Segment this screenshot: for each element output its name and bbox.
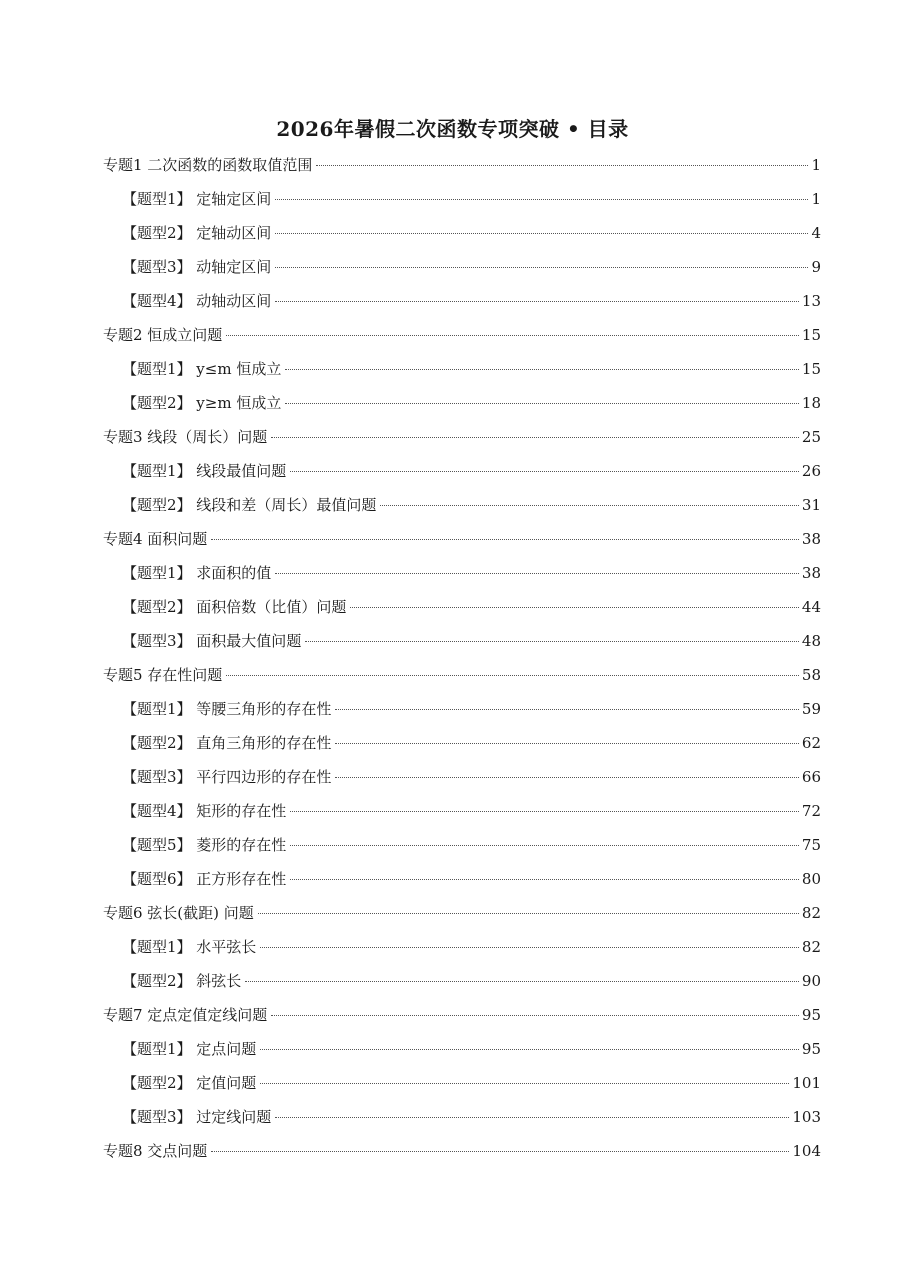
toc-dot-leader xyxy=(316,165,808,166)
toc-dot-leader xyxy=(260,1049,799,1050)
table-of-contents xyxy=(103,148,821,1168)
toc-chapter-entry[interactable] xyxy=(103,998,821,1032)
toc-chapter-entry[interactable] xyxy=(103,148,821,182)
toc-dot-leader xyxy=(290,471,799,472)
toc-dot-leader xyxy=(245,981,799,982)
toc-page-number: 82 xyxy=(801,938,821,956)
toc-section-entry[interactable] xyxy=(103,862,821,896)
toc-chapter-entry[interactable] xyxy=(103,896,821,930)
toc-section-entry[interactable] xyxy=(103,828,821,862)
toc-dot-leader xyxy=(258,913,799,914)
toc-page-number: 48 xyxy=(801,632,821,650)
toc-entry-label: 【题型1】 定点问题 xyxy=(122,1040,257,1058)
toc-page-number: 66 xyxy=(801,768,821,786)
toc-dot-leader xyxy=(380,505,799,506)
toc-dot-leader xyxy=(290,879,799,880)
toc-section-entry[interactable] xyxy=(103,352,821,386)
toc-dot-leader xyxy=(290,845,799,846)
toc-entry-label: 【题型4】 动轴动区间 xyxy=(122,292,272,310)
toc-section-entry[interactable] xyxy=(103,930,821,964)
toc-dot-leader xyxy=(275,301,799,302)
toc-entry-label: 【题型2】 线段和差（周长）最值问题 xyxy=(122,496,377,514)
toc-entry-label: 专题2 恒成立问题 xyxy=(103,326,223,344)
toc-dot-leader xyxy=(275,267,808,268)
toc-dot-leader xyxy=(226,675,799,676)
toc-page-number: 15 xyxy=(801,326,821,344)
toc-page-number: 101 xyxy=(792,1074,821,1092)
toc-dot-leader xyxy=(275,199,808,200)
toc-section-entry[interactable] xyxy=(103,624,821,658)
toc-entry-label: 专题6 弦长(截距) 问题 xyxy=(103,904,254,922)
toc-dot-leader xyxy=(285,369,799,370)
toc-entry-label: 【题型2】 面积倍数（比值）问题 xyxy=(122,598,347,616)
toc-page-number: 18 xyxy=(801,394,821,412)
toc-section-entry[interactable] xyxy=(103,692,821,726)
toc-chapter-entry[interactable] xyxy=(103,420,821,454)
toc-page-number: 38 xyxy=(801,564,821,582)
toc-entry-label: 专题4 面积问题 xyxy=(103,530,208,548)
toc-dot-leader xyxy=(275,233,808,234)
toc-section-entry[interactable] xyxy=(103,1066,821,1100)
toc-section-entry[interactable] xyxy=(103,182,821,216)
toc-dot-leader xyxy=(260,947,799,948)
toc-page-number: 90 xyxy=(801,972,821,990)
toc-page-number: 13 xyxy=(801,292,821,310)
toc-dot-leader xyxy=(211,539,799,540)
toc-entry-label: 【题型2】 直角三角形的存在性 xyxy=(122,734,332,752)
toc-entry-label: 【题型1】 定轴定区间 xyxy=(122,190,272,208)
toc-page-number: 9 xyxy=(811,258,821,276)
toc-entry-label: 【题型1】 水平弦长 xyxy=(122,938,257,956)
toc-dot-leader xyxy=(290,811,799,812)
toc-dot-leader xyxy=(335,777,799,778)
toc-page-number: 95 xyxy=(801,1006,821,1024)
toc-entry-label: 【题型2】 定值问题 xyxy=(122,1074,257,1092)
toc-dot-leader xyxy=(226,335,799,336)
toc-entry-label: 【题型2】 y≥m 恒成立 xyxy=(122,394,282,412)
toc-entry-label: 专题3 线段（周长）问题 xyxy=(103,428,268,446)
toc-section-entry[interactable] xyxy=(103,964,821,998)
toc-section-entry[interactable] xyxy=(103,284,821,318)
toc-entry-label: 专题7 定点定值定线问题 xyxy=(103,1006,268,1024)
toc-section-entry[interactable] xyxy=(103,726,821,760)
toc-section-entry[interactable] xyxy=(103,250,821,284)
toc-chapter-entry[interactable] xyxy=(103,522,821,556)
toc-dot-leader xyxy=(335,709,799,710)
toc-page-number: 75 xyxy=(801,836,821,854)
toc-page-number: 59 xyxy=(801,700,821,718)
toc-entry-label: 【题型1】 线段最值问题 xyxy=(122,462,287,480)
toc-entry-label: 【题型3】 过定线问题 xyxy=(122,1108,272,1126)
toc-section-entry[interactable] xyxy=(103,590,821,624)
toc-page-number: 80 xyxy=(801,870,821,888)
toc-section-entry[interactable] xyxy=(103,1100,821,1134)
toc-page-number: 104 xyxy=(792,1142,821,1160)
toc-dot-leader xyxy=(260,1083,789,1084)
toc-section-entry[interactable] xyxy=(103,556,821,590)
page-title: 2026年暑假二次函数专项突破 • 目录 xyxy=(276,117,629,141)
toc-section-entry[interactable] xyxy=(103,386,821,420)
toc-page-number: 103 xyxy=(792,1108,821,1126)
toc-page-number: 72 xyxy=(801,802,821,820)
toc-dot-leader xyxy=(211,1151,789,1152)
toc-section-entry[interactable] xyxy=(103,454,821,488)
toc-section-entry[interactable] xyxy=(103,216,821,250)
toc-page-number: 25 xyxy=(801,428,821,446)
toc-entry-label: 专题1 二次函数的函数取值范围 xyxy=(103,156,313,174)
toc-dot-leader xyxy=(275,573,799,574)
toc-page-number: 1 xyxy=(811,156,821,174)
toc-entry-label: 【题型5】 菱形的存在性 xyxy=(122,836,287,854)
toc-page-number: 26 xyxy=(801,462,821,480)
toc-entry-label: 【题型6】 正方形存在性 xyxy=(122,870,287,888)
toc-entry-label: 专题5 存在性问题 xyxy=(103,666,223,684)
toc-entry-label: 【题型2】 斜弦长 xyxy=(122,972,242,990)
toc-chapter-entry[interactable] xyxy=(103,658,821,692)
toc-page-number: 31 xyxy=(801,496,821,514)
toc-dot-leader xyxy=(350,607,799,608)
toc-entry-label: 【题型1】 求面积的值 xyxy=(122,564,272,582)
toc-page-number: 95 xyxy=(801,1040,821,1058)
toc-page-number: 1 xyxy=(811,190,821,208)
toc-page-number: 38 xyxy=(801,530,821,548)
toc-entry-label: 专题8 交点问题 xyxy=(103,1142,208,1160)
toc-entry-label: 【题型2】 定轴动区间 xyxy=(122,224,272,242)
toc-section-entry[interactable] xyxy=(103,1032,821,1066)
toc-page-number: 82 xyxy=(801,904,821,922)
toc-dot-leader xyxy=(335,743,799,744)
toc-dot-leader xyxy=(285,403,799,404)
toc-chapter-entry[interactable] xyxy=(103,318,821,352)
toc-page-number: 15 xyxy=(801,360,821,378)
toc-chapter-entry[interactable] xyxy=(103,1134,821,1168)
toc-section-entry[interactable] xyxy=(103,794,821,828)
toc-entry-label: 【题型4】 矩形的存在性 xyxy=(122,802,287,820)
toc-page-number: 58 xyxy=(801,666,821,684)
toc-entry-label: 【题型3】 平行四边形的存在性 xyxy=(122,768,332,786)
toc-entry-label: 【题型3】 面积最大值问题 xyxy=(122,632,302,650)
toc-section-entry[interactable] xyxy=(103,760,821,794)
toc-entry-label: 【题型1】 y≤m 恒成立 xyxy=(122,360,282,378)
toc-dot-leader xyxy=(271,1015,799,1016)
toc-entry-label: 【题型3】 动轴定区间 xyxy=(122,258,272,276)
toc-page-number: 44 xyxy=(801,598,821,616)
toc-dot-leader xyxy=(271,437,799,438)
toc-page-number: 4 xyxy=(811,224,821,242)
toc-section-entry[interactable] xyxy=(103,488,821,522)
toc-page-number: 62 xyxy=(801,734,821,752)
toc-entry-label: 【题型1】 等腰三角形的存在性 xyxy=(122,700,332,718)
toc-dot-leader xyxy=(305,641,799,642)
toc-dot-leader xyxy=(275,1117,789,1118)
